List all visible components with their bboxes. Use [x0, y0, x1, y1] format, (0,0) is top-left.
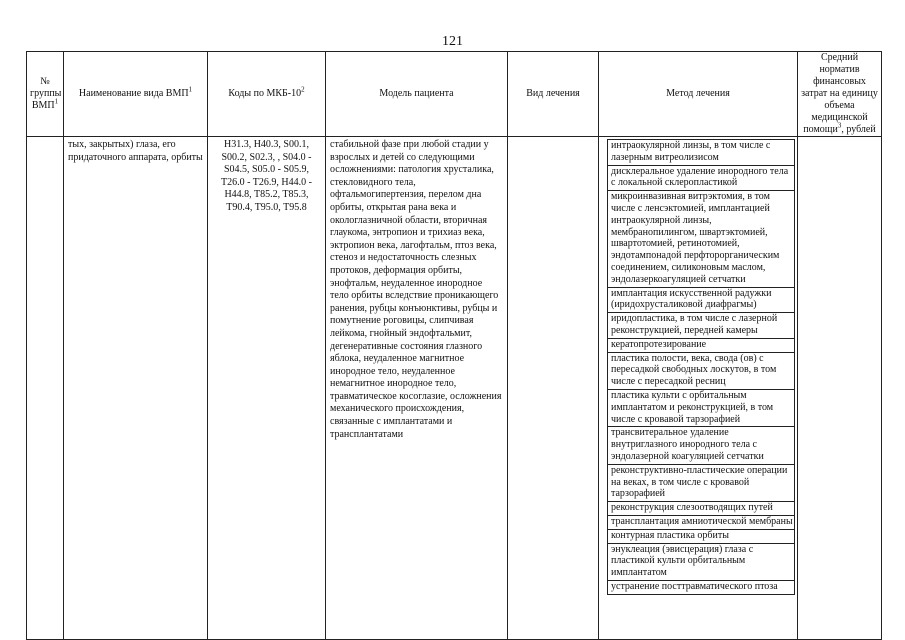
page-number: 121: [442, 34, 463, 49]
cell-mkb-codes: H31.3, H40.3, S00.1, S00.2, S02.3, , S04.0 - S04.5, S05.0 - S05.9, T26.0 - T26.9, H44.0 - H44.8, T85.2, T85.3, T90.4, T95.0, T95.8: [208, 137, 326, 640]
cell-treatment-method: [599, 137, 798, 640]
method-item: устранение посттравматического птоза: [607, 581, 795, 595]
method-item: энуклеация (эвисцерация) глаза с пластикой культи орбитальным имплантатом: [607, 544, 795, 581]
method-item: иридопластика, в том числе с лазерной реконструкцией, передней камеры: [607, 313, 795, 339]
header-group-number: № группы ВМП$^1$: [27, 52, 64, 137]
cell-vmp-name: тых, закрытых) глаза, его придаточного аппарата, орбиты: [64, 137, 208, 640]
method-item: имплантация искусственной радужки (иридохрусталиковой диафрагмы): [607, 288, 795, 314]
method-item: реконструктивно-пластические операции на веках, в том числе с кровавой тарзорафией: [607, 465, 795, 502]
method-item: трансвитеральное удаление внутриглазного инородного тела с эндолазерной коагуляцией сетчатки: [607, 427, 795, 464]
header-treatment-method: Метод лечения: [599, 52, 798, 137]
header-mkb-codes: Коды по МКБ-$10^2$: [208, 52, 326, 137]
header-patient-model: Модель пациента: [326, 52, 508, 137]
header-vmp-name: Наименование вида ВМП$^1$: [64, 52, 208, 137]
cell-treatment-type: [508, 137, 599, 640]
method-item: дисклеральное удаление инородного тела с локальной склеропластикой: [607, 166, 795, 192]
cell-patient-model: стабильной фазе при любой стадии у взрослых и детей со следующими осложнениями: патология хрусталика, стекловидного тела, офтальмогипертензия, перелом дна орбиты, открытая рана века и окологлазничной области, вторичная глаукома, энтропион и трихиаз века, эктропион века, лагофтальм, птоз века, стеноз и недостаточность слезных протоков, деформация орбиты, энофтальм, неудаленное инородное тело орбиты вследствие проникающего ранения, рубцы конъюнктивы, рубцы и помутнение роговицы, слипчивая лейкома, гнойный эндофтальмит, дегенеративные состояния глазного яблока, неудаленное магнитное инородное тело, неудаленное немагнитное инородное тело, травматическое косоглазие, осложнения механического происхождения, связанные с имплантатами и трансплантатами: [326, 137, 508, 640]
method-item: трансплантация амниотической мембраны: [607, 516, 795, 530]
header-row: [27, 52, 882, 137]
method-item: интраокулярной линзы, в том числе с лазерным витреолизисом: [607, 139, 795, 166]
vmp-table: [26, 51, 882, 640]
method-item: реконструкция слезоотводящих путей: [607, 502, 795, 516]
header-treatment-type: Вид лечения: [508, 52, 599, 137]
method-item: кератопротезирование: [607, 339, 795, 353]
method-list: [599, 139, 797, 595]
method-item: пластика полости, века, свода (ов) с пересадкой свободных лоскутов, в том числе с пересадкой ресниц: [607, 353, 795, 390]
cell-avg-cost: [798, 137, 882, 640]
table-row: [27, 137, 882, 640]
method-item: контурная пластика орбиты: [607, 530, 795, 544]
header-avg-cost: Средний норматив финансовых затрат на единицу объема медицинской помощи$^3$, рублей: [798, 52, 882, 137]
method-item: микроинвазивная витрэктомия, в том числе с ленсэктомией, имплантацией интраокулярной линзы, мембранопилингом, швартэктомией, швартотомией, ретинотомией, эндотампонадой перфторорганическим соединением, силиконовым маслом, эндолазеркоагуляцией сетчатки: [607, 191, 795, 287]
cell-group-number: [27, 137, 64, 640]
method-item: пластика культи с орбитальным имплантатом и реконструкцией, в том числе с кровавой тарзорафией: [607, 390, 795, 427]
